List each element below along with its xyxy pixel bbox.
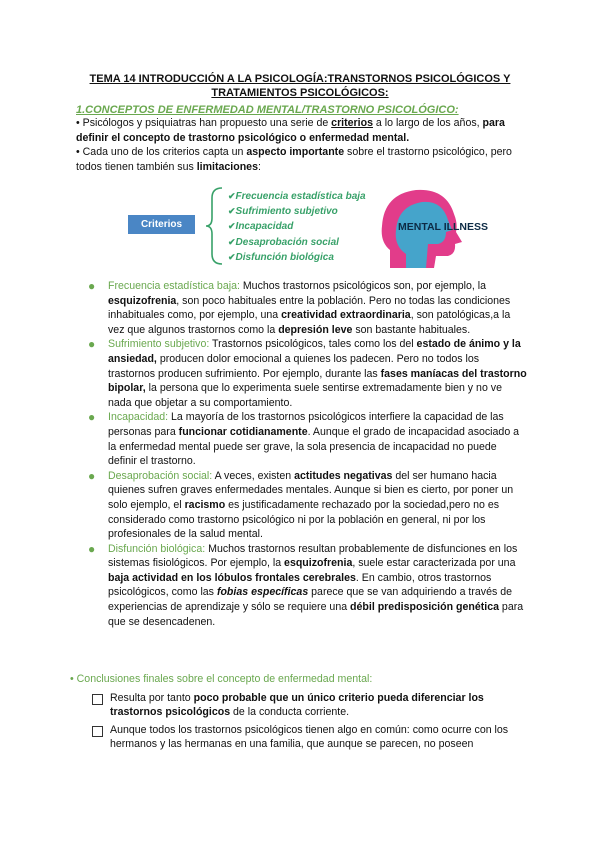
text: . En cambio, otros trastornos psicológicos, como las [108, 571, 492, 599]
bold-text: esquizofrenia [108, 294, 177, 307]
text: son bastante habituales. [352, 323, 471, 336]
item-label: Frecuencia estadística baja: [108, 280, 240, 292]
text: Muchos trastornos psicológicos son, por ejemplo, la [239, 280, 487, 292]
criteria-item: ✔ Sufrimiento subjetivo [228, 204, 366, 219]
mental-illness-head-image [376, 180, 489, 270]
bold-text: fases maníacas del trastorno bipolar, [108, 367, 527, 395]
text: a lo largo de los años, [372, 117, 483, 129]
item-text [108, 411, 519, 467]
text: • Cada uno de los criterios capta un [76, 146, 247, 158]
conclusions-heading: • Conclusiones finales sobre el concepto de enfermedad mental: [70, 673, 373, 685]
checklist-item [70, 691, 530, 720]
criteria-item: ✔ Desaprobación social [228, 235, 366, 250]
text: Resulta por tanto [110, 691, 194, 704]
text: : [257, 160, 261, 173]
text: , son patológicas,a la vez que algunos trastornos como la [108, 309, 511, 336]
bullet-icon: ● [88, 541, 96, 556]
criteria-list [228, 189, 366, 265]
criteria-item: ✔ Disfunción biológica [228, 250, 366, 265]
text: la persona que lo experimenta suele sentirse extremadamente bien y no ve nada que objetar a su comportamiento. [108, 382, 502, 409]
item-label: Sufrimiento subjetivo: [108, 338, 210, 351]
checkbox-icon [92, 694, 103, 705]
criteria-details-list [76, 279, 528, 629]
bold-text: limitaciones [196, 160, 258, 173]
criteria-item: ✔ Frecuencia estadística baja [228, 189, 366, 204]
item-text [108, 543, 523, 628]
bullet-icon: ● [88, 279, 96, 293]
text: del ser humano hacia quienes sufren graves enfermedades mentales. Aunque si bien es cierto, por poner un solo ejemplo, el [108, 469, 514, 511]
bold-text: funcionar cotidianamente [178, 425, 308, 438]
text: • Psicólogos y psiquiatras han propuesto una serie de [76, 117, 332, 129]
bold-text: aspecto importante [246, 146, 345, 158]
text: Aunque todos los trastornos psicológicos tienen algo en común: como ocurre con los hermanos y las hermanas en una familia, que aunque se parecen, no poseen [110, 723, 509, 751]
brace-icon [204, 186, 224, 266]
checklist-item [70, 723, 530, 752]
conclusions-section [70, 672, 530, 752]
text: es justificadamente rechazado por la sociedad,pero no es considerado como trastorno psicológico ni por la población en general, ni por los profesionales de la salud mental. [108, 498, 500, 541]
criteria-item: ✔ Incapacidad [228, 219, 366, 234]
bold-text: fobias específicas [216, 586, 309, 599]
bold-text: esquizofrenia [284, 557, 353, 570]
item-label: Desaprobación social: [108, 469, 213, 482]
intro-paragraph-2 [76, 145, 526, 174]
text: sobre el trastorno psicológico, pero todos tienen también sus [76, 146, 512, 173]
bold-text: racismo [184, 498, 226, 511]
page-title [76, 73, 524, 100]
text: , son poco habituales entre la población. Pero no todas las condiciones inhabituales como, por ejemplo, una [108, 294, 511, 322]
bold-text: para definir el concepto de trastorno psicológico o enfermedad mental. [76, 117, 505, 144]
text: producen dolor emocional a quienes los padecen. Pero no todos los trastornos producen sufrimiento. Por ejemplo, durante las [108, 352, 480, 380]
bullet-icon: ● [88, 468, 96, 483]
item-label: Disfunción biológica: [108, 542, 206, 555]
text: A veces, existen [212, 469, 295, 482]
bold-text: débil predisposición genética [350, 601, 499, 614]
text: La mayoría de los trastornos psicológicos interfiere la capacidad de las personas para [108, 411, 504, 438]
bullet-icon: ● [88, 337, 96, 352]
bold-text: actitudes negativas [294, 469, 393, 482]
image-caption: MENTAL ILLNESS [398, 221, 489, 233]
bold-text: poco probable que un único criterio pueda diferenciar los trastornos psicológicos [110, 691, 484, 719]
title-line-1: TEMA 14 INTRODUCCIÓN A LA PSICOLOGÍA:TRANSTORNOS PSICOLÓGICOS Y [89, 73, 511, 85]
list-item [76, 542, 528, 630]
intro-paragraph-1 [76, 116, 526, 145]
text: Muchos trastornos resultan probablemente de disfunciones en los sistemas fisiológicos. Por ejemplo, la [108, 542, 518, 570]
list-item [76, 337, 528, 410]
text: para que se desencadenen. [108, 601, 524, 628]
list-item [76, 279, 528, 337]
bold-text: baja actividad en los lóbulos frontales cerebrales [108, 571, 356, 584]
section-heading: 1.CONCEPTOS DE ENFERMEDAD MENTAL/TRASTORNO PSICOLÓGICO: [76, 104, 459, 116]
text: Trastornos psicológicos, tales como los del [209, 338, 417, 351]
criteria-box: Criterios [128, 215, 195, 234]
bullet-icon: ● [88, 410, 96, 425]
text: . Aunque el grado de incapacidad asociado a la enfermedad mental puede ser grave, la sola presencia de incapacidad no puede definir el trastorno. [108, 425, 520, 468]
list-item [76, 410, 528, 468]
bold-text: creatividad extraordinaria [281, 309, 411, 322]
bold-text: estado de ánimo y la ansiedad, [108, 338, 521, 365]
checkbox-icon [92, 726, 103, 737]
title-line-2: TRATAMIENTOS PSICOLÓGICOS: [211, 86, 389, 99]
criteria-figure [122, 176, 489, 273]
bold-text: depresión leve [278, 323, 353, 336]
list-item [76, 469, 528, 542]
text: parece que se van adquiriendo a través de experiencias de aprendizaje y sólo se requiere una [108, 586, 512, 614]
item-label: Incapacidad: [108, 411, 169, 424]
text: , suele estar caracterizada por una [352, 557, 516, 570]
text: de la conducta corriente. [230, 706, 350, 719]
bold-text: criterios [331, 117, 373, 129]
